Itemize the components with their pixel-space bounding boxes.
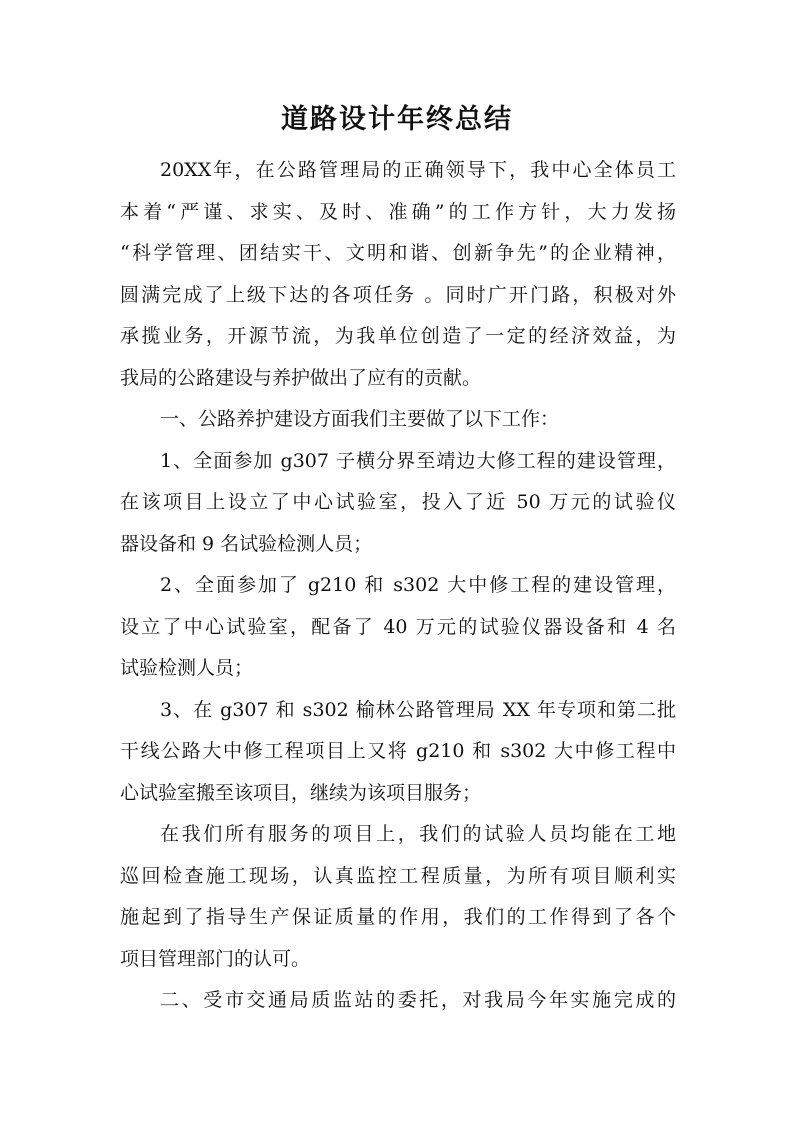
paragraph-line: 在该项目上设立了中心试验室，投入了近 50 万元的试验仪 xyxy=(120,491,676,513)
paragraph-line: 施起到了指导生产保证质量的作用，我们的工作得到了各个 xyxy=(120,906,676,928)
paragraph-line: 圆满完成了上级下达的各项任务 。同时广开门路，积极对外 xyxy=(120,283,676,306)
paragraph-line: 20XX年，在公路管理局的正确领导下，我中心全体员工 xyxy=(160,159,676,181)
document-title: 道路设计年终总结 xyxy=(281,104,513,135)
paragraph-line: 二、受市交通局质监站的委托，对我局今年实施完成的 xyxy=(160,989,676,1011)
paragraph-line: 在我们所有服务的项目上，我们的试验人员均能在工地 xyxy=(160,823,676,845)
paragraph-line: 设立了中心试验室，配备了 40 万元的试验仪器设备和 4 名 xyxy=(120,615,676,638)
paragraph-line: 器设备和 9 名试验检测人员； xyxy=(120,532,373,555)
paragraph-line: 2、全面参加了 g210 和 s302 大中修工程的建设管理， xyxy=(160,574,676,596)
paragraph-line: 1、全面参加 g307 子横分界至靖边大修工程的建设管理， xyxy=(160,449,676,472)
paragraph-line: 项目管理部门的认可。 xyxy=(120,947,311,970)
paragraph-line: 心试验室搬至该项目，继续为该项目服务； xyxy=(120,781,482,804)
document-body xyxy=(120,150,676,1022)
paragraph-line: 试验检测人员； xyxy=(120,657,254,679)
paragraph-line: 我局的公路建设与养护做出了应有的贡献。 xyxy=(120,366,482,389)
paragraph-line: “科学管理、团结实干、文明和谐、创新争先”的企业精神， xyxy=(120,242,676,264)
paragraph-line: 本着“严谨、求实、及时、准确”的工作方针，大力发扬 xyxy=(120,200,676,223)
paragraph-line: 干线公路大中修工程项目上又将 g210 和 s302 大中修工程中 xyxy=(120,740,676,762)
section-heading: 一、公路养护建设方面我们主要做了以下工作： xyxy=(160,408,560,430)
paragraph-line: 3、在 g307 和 s302 榆林公路管理局 XX 年专项和第二批 xyxy=(160,698,676,721)
paragraph-line: 巡回检查施工现场，认真监控工程质量，为所有项目顺利实 xyxy=(120,864,676,887)
paragraph-line: 承揽业务，开源节流，为我单位创造了一定的经济效益，为 xyxy=(120,325,676,347)
